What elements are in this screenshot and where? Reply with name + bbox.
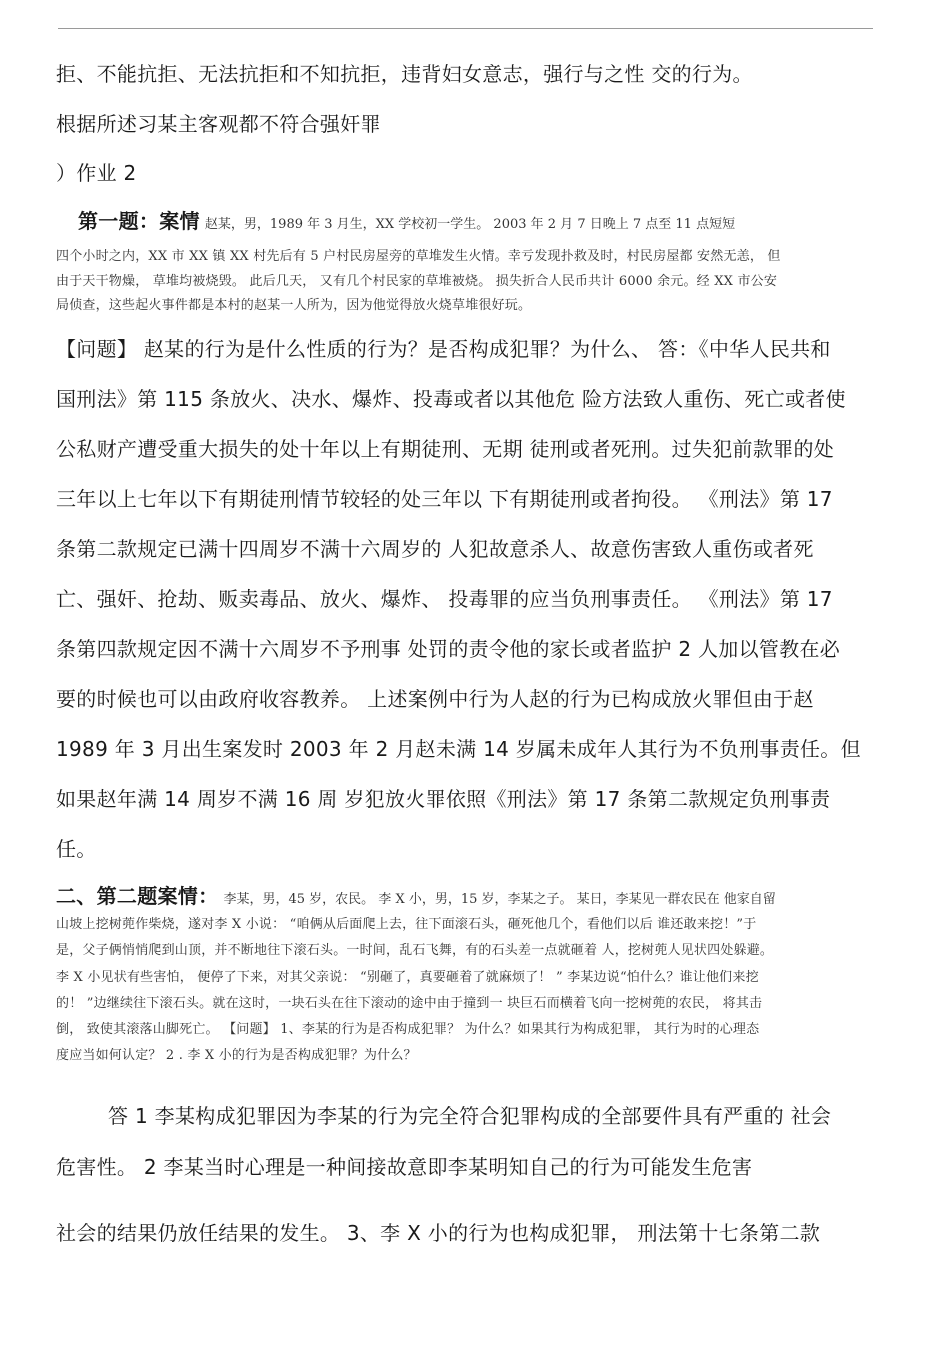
question-1-intro-text: 赵某，男，1989 年 3 月生，XX 学校初一学生。 2003 年 2 月 7 日晚上 7 点至 11 点短短 — [204, 217, 736, 232]
text-line: 条第四款规定因不满十六周岁不予刑事 处罚的责令他的家长或者监护 2 人加以管教在必 — [56, 637, 841, 661]
case-text-line: 倒， 致使其滚落山脚死亡。 【问题】 1、李某的行为是否构成犯罪？ 为什么？如果其行为构成犯罪， 其行为时的心理态 — [56, 1022, 760, 1037]
question-2-intro-text: 李某，男，45 岁，农民。 李 X 小，男，15 岁，李某之子。 某日，李某见一群农民在 他家自留 — [223, 892, 776, 907]
text-line: 任。 — [56, 837, 97, 861]
case-text-line: 四个小时之内，XX 市 XX 镇 XX 村先后有 5 户村民房屋旁的草堆发生火情。幸亏发现扑救及时，村民房屋都 安然无恙， 但 — [56, 249, 781, 264]
question-1-intro — [78, 205, 735, 234]
case-text-line: 山坡上挖树蔸作柴烧，遂对李 X 小说： “咱俩从后面爬上去，往下面滚石头，砸死他几个，看他们以后 谁还敢来挖！”于 — [56, 917, 757, 932]
question-2-intro — [56, 880, 776, 909]
text-line: 拒、不能抗拒、无法抗拒和不知抗拒，违背妇女意志，强行与之性 交的行为。 — [56, 62, 753, 86]
text-line: 答 1 李某构成犯罪因为李某的行为完全符合犯罪构成的全部要件具有严重的 社会 — [108, 1104, 832, 1128]
text-line: 亡、强奸、抢劫、贩卖毒品、放火、爆炸、 投毒罪的应当负刑事责任。 《刑法》第 17 — [56, 587, 833, 611]
case-text-line: 度应当如何认定？ 2 . 李 X 小的行为是否构成犯罪？为什么？ — [56, 1048, 417, 1063]
text-line: 危害性。 2 李某当时心理是一种间接故意即李某明知自己的行为可能发生危害 — [56, 1155, 753, 1179]
case-text-line: 李 X 小见状有些害怕， 便停了下来，对其父亲说： “别砸了，真要砸着了就麻烦了！ ” 李某边说“怕什么？谁让他们来挖 — [56, 970, 759, 985]
text-line: 公私财产遭受重大损失的处十年以上有期徒刑、无期 徒刑或者死刑。过失犯前款罪的处 — [56, 437, 835, 461]
text-line: 社会的结果仍放任结果的发生。 3、李 X 小的行为也构成犯罪， 刑法第十七条第二款 — [56, 1221, 821, 1245]
text-line: 要的时候也可以由政府收容教养。 上述案例中行为人赵的行为已构成放火罪但由于赵 — [56, 687, 814, 711]
text-line: 三年以上七年以下有期徒刑情节较轻的处三年以 下有期徒刑或者拘役。 《刑法》第 17 — [56, 487, 833, 511]
case-text-line: 的！ ”边继续往下滚石头。就在这时，一块石头在往下滚动的途中由于撞到一 块巨石而横着飞向一挖树蔸的农民， 将其击 — [56, 996, 763, 1011]
header-rule — [58, 28, 873, 29]
question-1-heading: 第一题：案情 — [78, 209, 200, 233]
text-line: ）作业 2 — [56, 161, 137, 185]
case-text-line: 是，父子俩悄悄爬到山顶，并不断地往下滚石头。一时间，乱石飞舞，有的石头差一点就砸着 人，挖树蔸人见状四处躲避。 — [56, 943, 774, 958]
text-line: 国刑法》第 115 条放火、决水、爆炸、投毒或者以其他危 险方法致人重伤、死亡或者使 — [56, 387, 846, 411]
case-text-line: 局侦查，这些起火事件都是本村的赵某一人所为，因为他觉得放火烧草堆很好玩。 — [56, 298, 532, 313]
text-line: 【问题】 赵某的行为是什么性质的行为？是否构成犯罪？为什么、 答：《中华人民共和 — [56, 337, 831, 361]
text-line: 1989 年 3 月出生案发时 2003 年 2 月赵未满 14 岁属未成年人其行为不负刑事责任。但 — [56, 737, 861, 761]
question-2-heading: 二、第二题案情： — [56, 884, 219, 908]
text-line: 根据所述习某主客观都不符合强奸罪 — [56, 112, 381, 136]
case-text-line: 由于天干物燥， 草堆均被烧毁。 此后几天， 又有几个村民家的草堆被烧。 损失折合人民币共计 6000 余元。经 XX 市公安 — [56, 274, 778, 289]
text-line: 条第二款规定已满十四周岁不满十六周岁的 人犯故意杀人、故意伤害致人重伤或者死 — [56, 537, 814, 561]
text-line: 如果赵年满 14 周岁不满 16 周 岁犯放火罪依照《刑法》第 17 条第二款规定负刑事责 — [56, 787, 831, 811]
